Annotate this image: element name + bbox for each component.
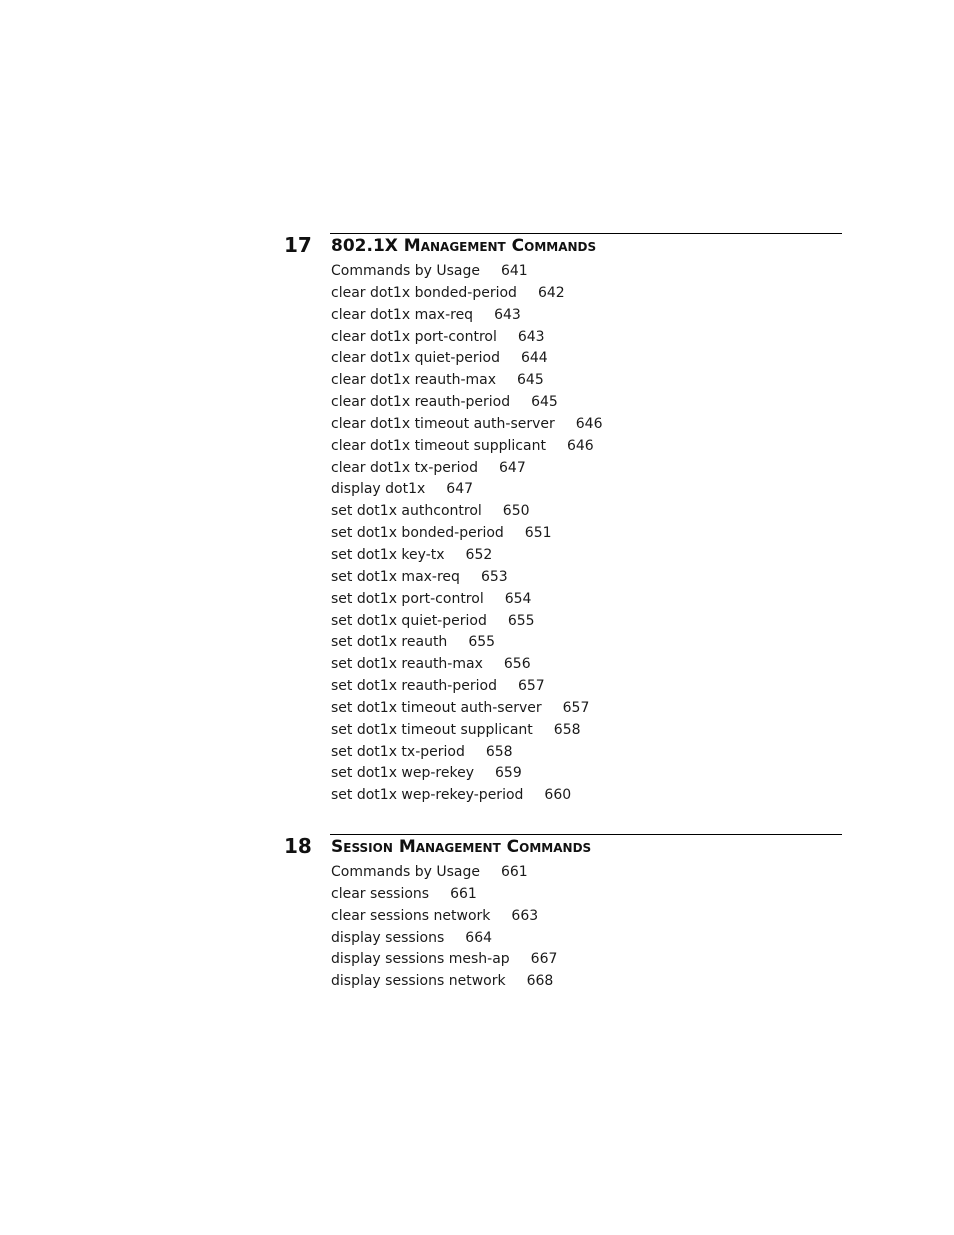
toc-entry[interactable] (331, 906, 557, 928)
toc-entry[interactable] (331, 458, 603, 480)
toc-entry-title: clear sessions network (331, 907, 491, 924)
toc-entry-page-number: 658 (485, 743, 513, 760)
toc-entry-page-number: 645 (517, 372, 544, 389)
toc-entry-title: clear dot1x tx-period (331, 459, 478, 476)
toc-entry-page-number: 651 (524, 525, 552, 542)
toc-entry[interactable] (331, 283, 603, 305)
toc-entry-title: display dot1x (331, 481, 426, 498)
toc-entry-title: set dot1x max-req (331, 568, 460, 585)
toc-entry-title: display sessions mesh-ap (331, 951, 510, 968)
toc-entry[interactable] (331, 632, 603, 654)
toc-entry-page-number: 668 (526, 973, 554, 990)
toc-entry-page-number: 645 (531, 394, 558, 411)
toc-entry[interactable] (331, 436, 603, 458)
toc-entry-page-number: 653 (480, 568, 508, 585)
toc-entry-page-number: 660 (544, 787, 572, 804)
toc-entry[interactable] (331, 305, 603, 327)
toc-entry-page-number: 657 (562, 699, 590, 716)
toc-entry-page-number: 646 (575, 415, 603, 432)
toc-entry[interactable] (331, 862, 557, 884)
toc-entry-page-number: 661 (450, 885, 477, 902)
toc-entry[interactable] (331, 698, 603, 720)
toc-entry-page-number: 641 (500, 263, 528, 279)
toc-entry-title: clear dot1x reauth-period (331, 394, 511, 411)
chapter-rule (330, 233, 842, 234)
toc-list (331, 261, 603, 807)
toc-entry-title: display sessions network (331, 973, 506, 990)
chapter-title: 802.1X Management Commands (331, 236, 597, 256)
toc-entry[interactable] (331, 567, 603, 589)
toc-entry[interactable] (331, 676, 603, 698)
toc-entry[interactable] (331, 949, 557, 971)
toc-entry-title: set dot1x bonded-period (331, 525, 504, 542)
toc-entry-title: set dot1x wep-rekey-period (331, 787, 524, 804)
toc-entry[interactable] (331, 928, 557, 950)
toc-entry-title: clear dot1x quiet-period (331, 350, 500, 367)
toc-entry-title: set dot1x authcontrol (331, 503, 482, 520)
toc-entry-title: clear dot1x max-req (331, 306, 474, 323)
toc-entry[interactable] (331, 785, 603, 807)
toc-entry-title: clear dot1x port-control (331, 328, 497, 345)
toc-entry[interactable] (331, 654, 603, 676)
toc-entry-title: Commands by Usage (331, 263, 480, 279)
toc-entry-title: set dot1x timeout supplicant (331, 721, 533, 738)
toc-entry[interactable] (331, 742, 603, 764)
toc-entry[interactable] (331, 763, 603, 785)
toc-entry-page-number: 657 (517, 678, 545, 695)
toc-entry[interactable] (331, 589, 603, 611)
toc-entry-page-number: 655 (468, 634, 496, 651)
toc-entry-page-number: 643 (494, 306, 521, 323)
toc-entry-page-number: 647 (499, 459, 526, 476)
toc-entry-page-number: 661 (500, 864, 528, 880)
toc-entry[interactable] (331, 392, 603, 414)
toc-list (331, 862, 557, 993)
chapter-number: 17 (284, 233, 312, 257)
toc-entry[interactable] (331, 523, 603, 545)
toc-entry-page-number: 656 (503, 656, 531, 673)
chapter-title: Session Management Commands (331, 837, 592, 857)
toc-entry-page-number: 659 (495, 765, 522, 782)
toc-entry-title: set dot1x tx-period (331, 743, 465, 760)
toc-entry[interactable] (331, 720, 603, 742)
toc-entry-title: Commands by Usage (331, 864, 480, 880)
toc-entry-title: clear sessions (331, 885, 430, 902)
toc-entry-page-number: 667 (530, 951, 558, 968)
toc-entry-page-number: 663 (511, 907, 539, 924)
toc-entry[interactable] (331, 611, 603, 633)
toc-entry[interactable] (331, 545, 603, 567)
toc-entry[interactable] (331, 261, 603, 283)
toc-entry-title: set dot1x wep-rekey (331, 765, 475, 782)
toc-entry-page-number: 642 (537, 284, 565, 301)
toc-entry[interactable] (331, 348, 603, 370)
chapter-rule (330, 834, 842, 835)
toc-entry-title: clear dot1x timeout supplicant (331, 437, 546, 454)
toc-entry[interactable] (331, 971, 557, 993)
toc-entry-page-number: 644 (520, 350, 548, 367)
toc-entry-title: clear dot1x reauth-max (331, 372, 496, 389)
chapter-number: 18 (284, 834, 312, 858)
toc-entry[interactable] (331, 327, 603, 349)
toc-entry-title: set dot1x port-control (331, 590, 484, 607)
toc-entry[interactable] (331, 370, 603, 392)
toc-entry[interactable] (331, 884, 557, 906)
toc-entry-page-number: 650 (502, 503, 530, 520)
toc-entry-page-number: 647 (446, 481, 474, 498)
toc-entry-title: set dot1x reauth-max (331, 656, 483, 673)
toc-entry-page-number: 655 (507, 612, 535, 629)
toc-entry-title: set dot1x reauth (331, 634, 448, 651)
toc-entry[interactable] (331, 479, 603, 501)
toc-entry-page-number: 652 (465, 546, 493, 563)
toc-entry-title: clear dot1x bonded-period (331, 284, 517, 301)
toc-entry-title: set dot1x key-tx (331, 546, 445, 563)
toc-entry-page-number: 654 (504, 590, 532, 607)
toc-entry[interactable] (331, 501, 603, 523)
toc-entry-title: set dot1x timeout auth-server (331, 699, 542, 716)
toc-entry-title: set dot1x reauth-period (331, 678, 497, 695)
toc-entry-page-number: 664 (465, 929, 493, 946)
toc-entry-title: set dot1x quiet-period (331, 612, 487, 629)
toc-entry-title: clear dot1x timeout auth-server (331, 415, 555, 432)
toc-entry-page-number: 658 (553, 721, 581, 738)
toc-entry-page-number: 643 (517, 328, 545, 345)
toc-entry-page-number: 646 (566, 437, 594, 454)
toc-entry[interactable] (331, 414, 603, 436)
toc-entry-title: display sessions (331, 929, 445, 946)
